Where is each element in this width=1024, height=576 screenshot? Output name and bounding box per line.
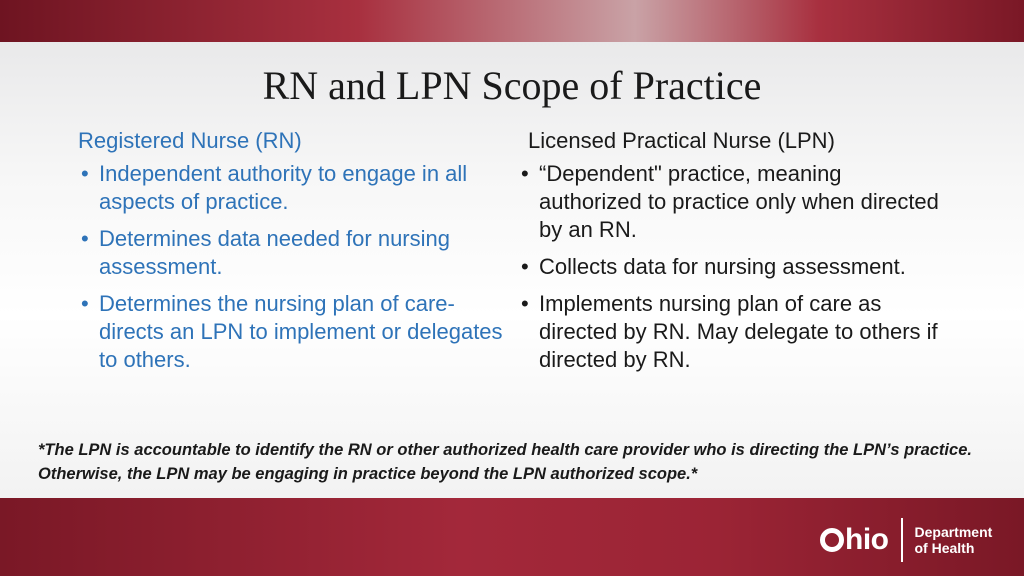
bullet-icon: •: [521, 291, 529, 316]
bullet-icon: •: [81, 226, 89, 251]
dept-line-2: of Health: [914, 540, 975, 556]
logo-divider: [901, 518, 903, 562]
department-of-health: [915, 524, 993, 556]
lpn-item: [518, 290, 948, 374]
lpn-item-text: “Dependent" practice, meaning authorized to practice only when directed by an RN.: [539, 161, 939, 242]
lpn-item-text: Implements nursing plan of care as directed by RN. May delegate to others if directed by RN.: [539, 291, 938, 372]
bullet-icon: •: [81, 291, 89, 316]
ohio-o-icon: [820, 528, 844, 552]
rn-item-text: Independent authority to engage in all aspects of practice.: [99, 161, 468, 214]
rn-item: [78, 160, 508, 216]
rn-item-text: Determines data needed for nursing assessment.: [99, 226, 450, 279]
lpn-heading: Licensed Practical Nurse (LPN): [528, 128, 835, 153]
footnote: *The LPN is accountable to identify the RN or other authorized health care provider who is directing the LPN’s practice. Otherwise, the LPN may be engaging in practice beyond the LPN authorized scope.*: [38, 441, 972, 483]
ohio-wordmark-text: hio: [845, 523, 889, 556]
rn-item-text: Determines the nursing plan of care-directs an LPN to implement or delegates to others.: [99, 291, 503, 372]
rn-list: [78, 160, 508, 374]
rn-heading: Registered Nurse (RN): [78, 128, 302, 153]
top-band: [0, 0, 1024, 42]
lpn-item: [518, 160, 948, 244]
lpn-column: [518, 128, 948, 383]
rn-column: [78, 128, 508, 383]
lpn-item: [518, 253, 948, 281]
slide-title: RN and LPN Scope of Practice: [262, 63, 762, 108]
dept-line-1: Department: [914, 524, 993, 540]
rn-item: [78, 225, 508, 281]
lpn-list: [518, 160, 948, 374]
ohio-logo: [820, 518, 992, 562]
lpn-item-text: Collects data for nursing assessment.: [539, 254, 906, 279]
bullet-icon: •: [521, 161, 529, 186]
bullet-icon: •: [81, 161, 89, 186]
bullet-icon: •: [521, 254, 529, 279]
rn-item: [78, 290, 508, 374]
ohio-wordmark: [820, 523, 889, 557]
